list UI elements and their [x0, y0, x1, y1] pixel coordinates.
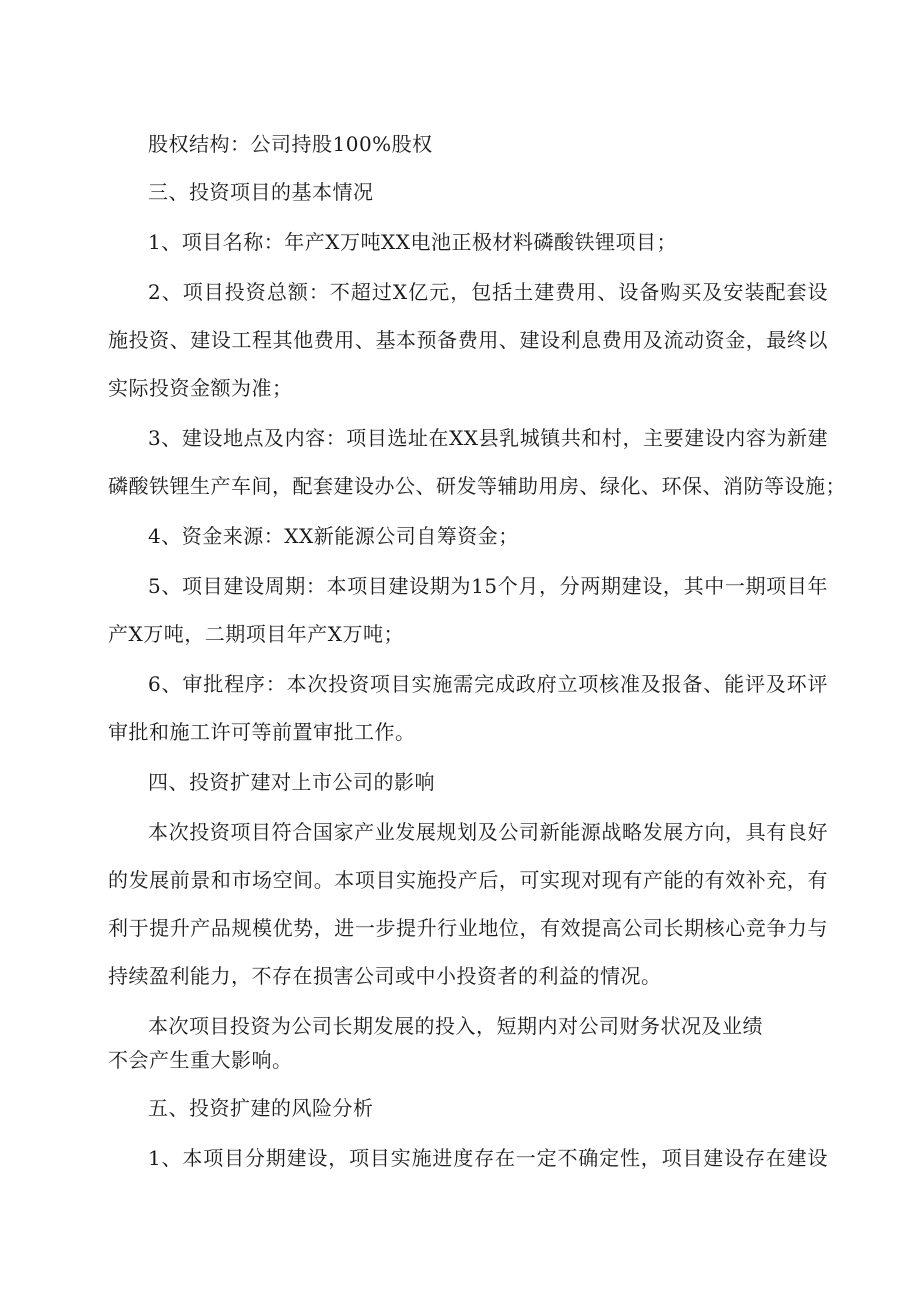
section-4-heading: 四、投资扩建对上市公司的影响 [148, 770, 435, 794]
risk-item-1-line-1: 1、本项目分期建设，项目实施进度存在一定不确定性，项目建设存在建设 [148, 1146, 828, 1170]
impact-paragraph-line-2: 的发展前景和市场空间。本项目实施投产后，可实现对现有产能的有效补充，有 [108, 868, 828, 892]
item-3-line-2: 磷酸铁锂生产车间，配套建设办公、研发等辅助用房、绿化、环保、消防等设施； [108, 474, 846, 498]
item-5-line-2: 产X万吨，二期项目年产X万吨； [108, 622, 404, 646]
impact-paragraph-line-1: 本次投资项目符合国家产业发展规划及公司新能源战略发展方向，具有良好 [148, 820, 828, 844]
equity-structure-line: 股权结构：公司持股100%股权 [148, 132, 433, 156]
item-3-line-1: 3、建设地点及内容：项目选址在XX县乳城镇共和村，主要建设内容为新建 [148, 426, 828, 450]
impact-paragraph-2-line-1: 本次项目投资为公司长期发展的投入，短期内对公司财务状况及业绩 [148, 1014, 763, 1038]
section-5-heading: 五、投资扩建的风险分析 [148, 1096, 374, 1120]
item-2-line-3: 实际投资金额为准； [108, 376, 293, 400]
item-4-funding-source: 4、资金来源：XX新能源公司自筹资金； [148, 524, 519, 548]
item-1-project-name: 1、项目名称：年产X万吨XX电池正极材料磷酸铁锂项目； [148, 230, 677, 254]
impact-paragraph-line-4: 持续盈利能力，不存在损害公司或中小投资者的利益的情况。 [108, 964, 662, 988]
item-2-line-1: 2、项目投资总额：不超过X亿元，包括土建费用、设备购买及安装配套设 [148, 280, 828, 304]
item-6-line-2: 审批和施工许可等前置审批工作。 [108, 720, 416, 744]
item-2-line-2: 施投资、建设工程其他费用、基本预备费用、建设利息费用及流动资金，最终以 [108, 328, 828, 352]
item-5-line-1: 5、项目建设周期：本项目建设期为15个月，分两期建设，其中一期项目年 [148, 574, 828, 598]
impact-paragraph-line-3: 利于提升产品规模优势，进一步提升行业地位，有效提高公司长期核心竞争力与 [108, 916, 828, 940]
section-3-heading: 三、投资项目的基本情况 [148, 180, 374, 204]
impact-paragraph-2-line-2: 不会产生重大影响。 [108, 1048, 293, 1072]
item-6-line-1: 6、审批程序：本次投资项目实施需完成政府立项核准及报备、能评及环评 [148, 672, 828, 696]
